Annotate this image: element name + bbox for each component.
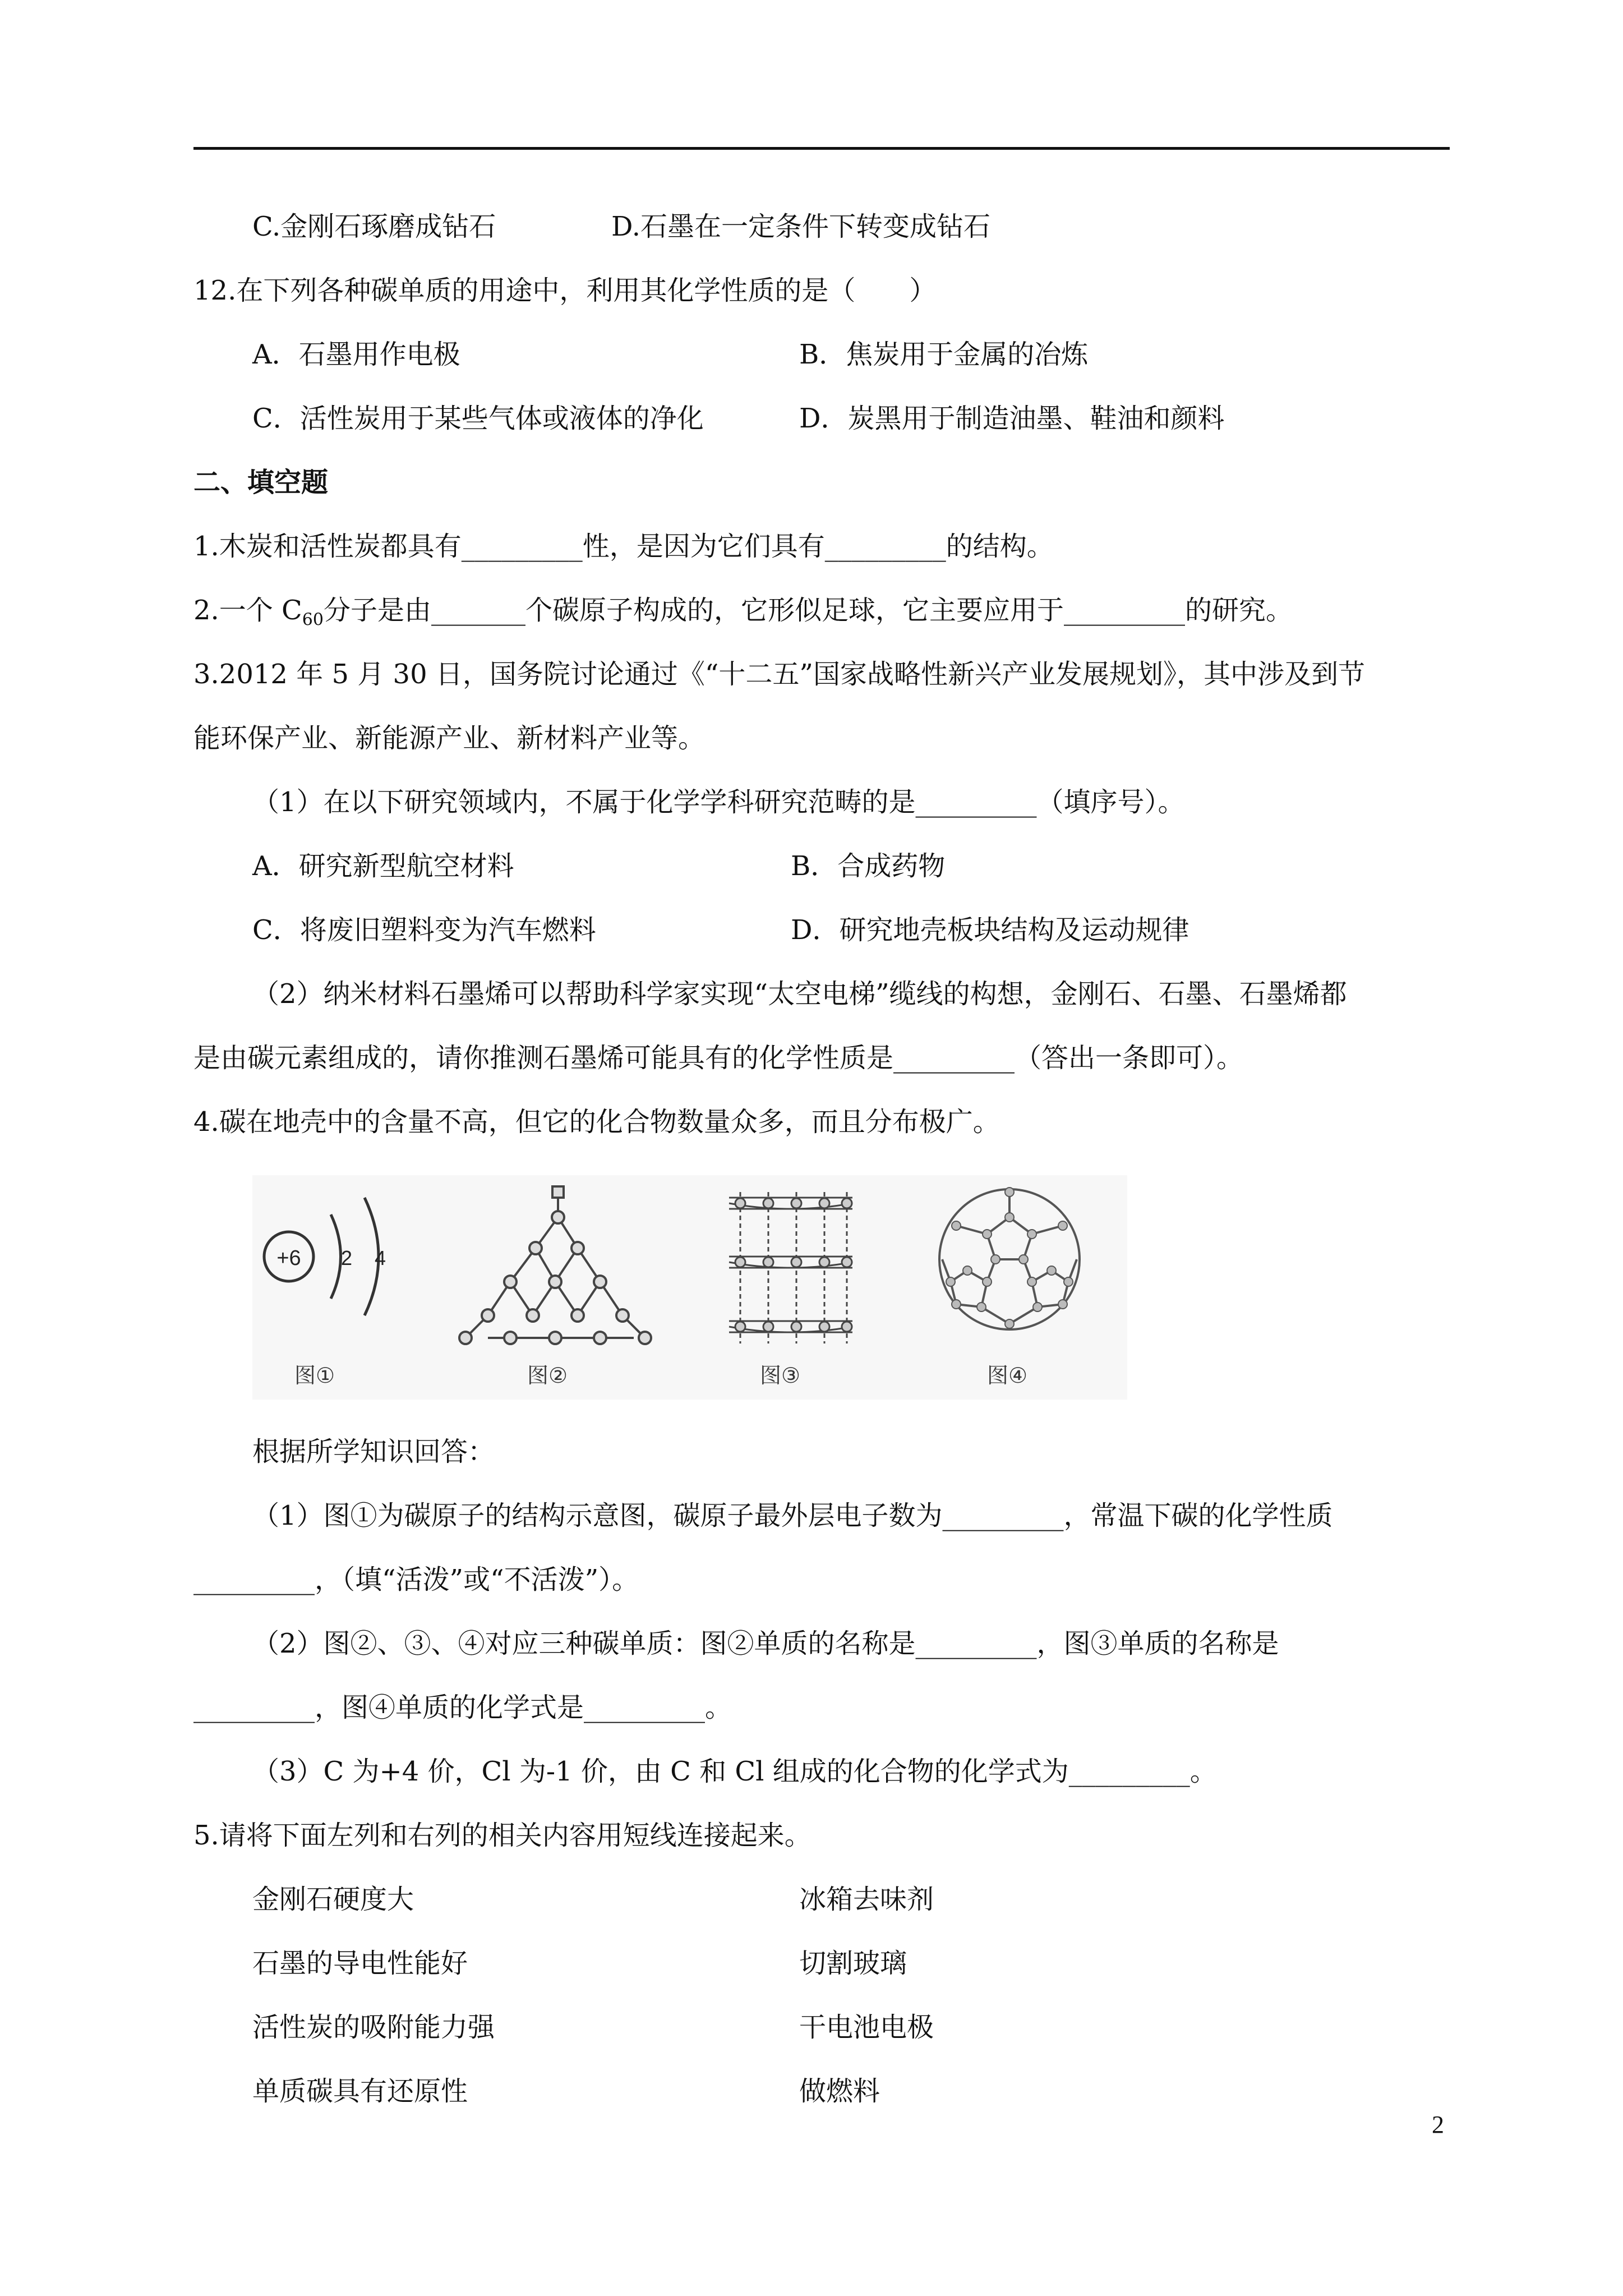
section-title: 二、填空题 bbox=[193, 467, 329, 498]
page-number: 2 bbox=[1432, 2111, 1444, 2138]
match-right-item: 干电池电极 bbox=[799, 2012, 934, 2043]
fill-question-3-part2-line1: （2）纳米材料石墨烯可以帮助科学家实现“太空电梯”缆线的构想，金刚石、石墨、石墨烯都 bbox=[252, 978, 1347, 1010]
q12-option-d: D．炭黑用于制造油墨、鞋油和颜料 bbox=[799, 403, 1225, 434]
fill-question-2: 2.一个 $C_{60}$分子是由_______个碳原子构成的，它形似足球，它主要应用于_________的研究。 bbox=[193, 595, 1293, 630]
match-right-item: 冰箱去味剂 bbox=[799, 1884, 934, 1915]
q11-option-c: C.金刚石琢磨成钻石 bbox=[252, 211, 496, 242]
fill-question-3-part1: （1）在以下研究领域内，不属于化学学科研究范畴的是_________（填序号）。 bbox=[252, 786, 1185, 818]
fill-question-3-option-c: C．将废旧塑料变为汽车燃料 bbox=[252, 914, 596, 946]
fill-question-3-option-b: B．合成药物 bbox=[791, 850, 946, 882]
fill-question-5-stem: 5.请将下面左列和右列的相关内容用短线连接起来。 bbox=[193, 1820, 811, 1851]
q12-stem: 12.在下列各种碳单质的用途中，利用其化学性质的是（ ） bbox=[193, 275, 937, 306]
q12-option-b: B．焦炭用于金属的冶炼 bbox=[799, 339, 1089, 370]
fill-question-3-option-a: A．研究新型航空材料 bbox=[252, 850, 514, 882]
figure-label-2: 图② bbox=[527, 1363, 568, 1388]
match-left-item: 单质碳具有还原性 bbox=[252, 2076, 468, 2107]
fill-question-4-part1-line1: （1）图①为碳原子的结构示意图，碳原子最外层电子数为_________，常温下碳的化学性质 bbox=[252, 1500, 1333, 1531]
q11-option-d: D.石墨在一定条件下转变成钻石 bbox=[611, 211, 991, 242]
match-right-item: 做燃料 bbox=[799, 2076, 880, 2107]
figure-label-1: 图① bbox=[294, 1363, 335, 1388]
figure-label-3: 图③ bbox=[760, 1363, 801, 1388]
carbon-atom-diagram bbox=[264, 1198, 386, 1388]
fill-question-3-part2-line2: 是由碳元素组成的，请你推测石墨烯可能具有的化学性质是_________（答出一条即可）。 bbox=[193, 1042, 1244, 1074]
match-left-item: 石墨的导电性能好 bbox=[252, 1948, 468, 1979]
nucleus-charge: +6 bbox=[276, 1246, 301, 1270]
c60-structure-icon bbox=[939, 1189, 1080, 1329]
header-rule bbox=[193, 147, 1450, 150]
fill-question-4-stem: 4.碳在地壳中的含量不高，但它的化合物数量众多，而且分布极广。 bbox=[193, 1106, 1000, 1138]
fill-question-3-stem-line2: 能环保产业、新能源产业、新材料产业等。 bbox=[193, 723, 706, 754]
fill-question-4-part2-line1: （2）图②、③、④对应三种碳单质：图②单质的名称是_________，图③单质的名称是 bbox=[252, 1628, 1279, 1659]
figure-label-4: 图④ bbox=[987, 1363, 1028, 1388]
q12-option-c: C．活性炭用于某些气体或液体的净化 bbox=[252, 403, 704, 434]
carbon-structures-figure bbox=[252, 1175, 1127, 1400]
fill-question-4-part3: （3）C 为+4 价，Cl 为-1 价，由 C 和 Cl 组成的化合物的化学式为_________。 bbox=[252, 1756, 1217, 1787]
shell-2-electrons: 4 bbox=[375, 1246, 386, 1269]
match-right-item: 切割玻璃 bbox=[799, 1948, 907, 1979]
fill-question-4-part1-line2: _________，（填“活泼”或“不活泼”）。 bbox=[193, 1564, 639, 1595]
match-left-item: 金刚石硬度大 bbox=[252, 1884, 414, 1915]
fill-question-4-part2-line2: _________，图④单质的化学式是_________。 bbox=[193, 1692, 732, 1723]
match-left-item: 活性炭的吸附能力强 bbox=[252, 2012, 495, 2043]
diamond-structure-icon bbox=[459, 1186, 651, 1344]
shell-1-electrons: 2 bbox=[341, 1246, 353, 1269]
q12-option-a: A．石墨用作电极 bbox=[252, 339, 460, 370]
fill-question-3-option-d: D．研究地壳板块结构及运动规律 bbox=[791, 914, 1189, 946]
fill-question-4-prompt: 根据所学知识回答： bbox=[252, 1436, 495, 1467]
fill-question-1: 1.木炭和活性炭都具有_________性，是因为它们具有_________的结构。 bbox=[193, 531, 1054, 562]
graphite-structure-icon bbox=[729, 1192, 852, 1343]
fill-question-3-stem-line1: 3.2012 年 5 月 30 日，国务院讨论通过《“十二五”国家战略性新兴产业发展规划》，其中涉及到节 bbox=[193, 659, 1365, 690]
